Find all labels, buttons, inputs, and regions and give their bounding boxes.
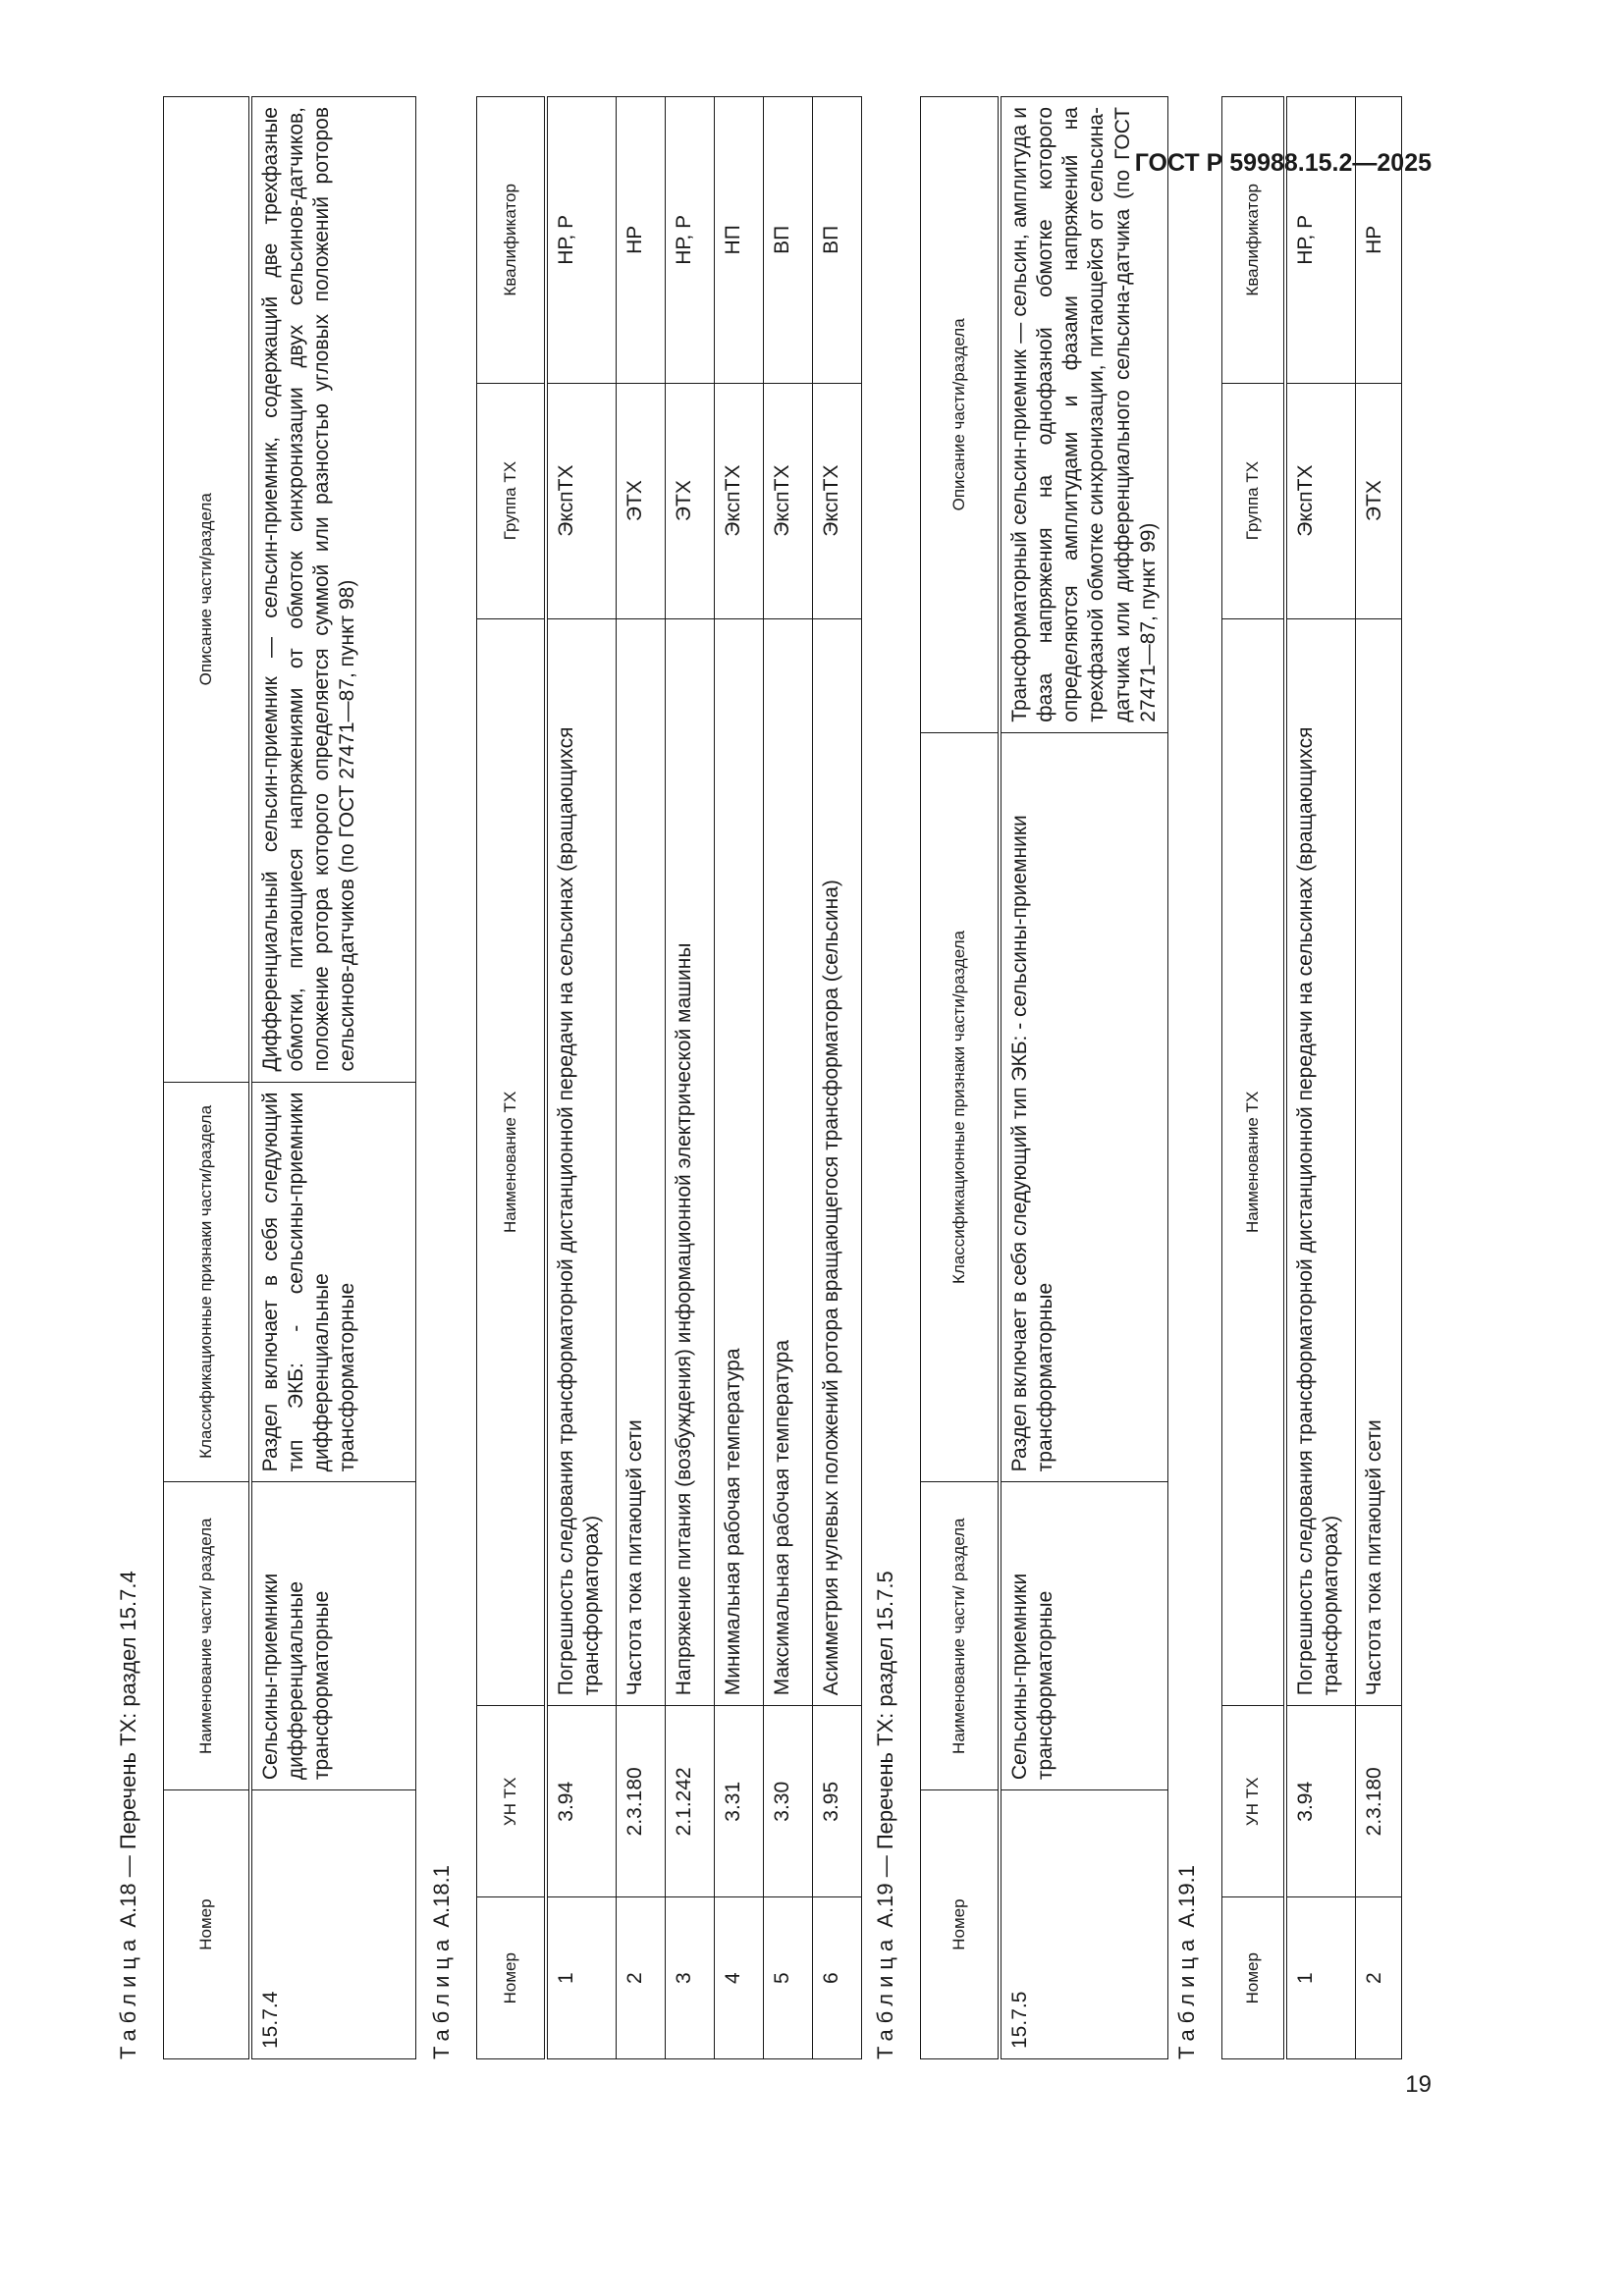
header-group: Группа ТХ [477,383,546,618]
cell-code: 3.31 [715,1706,764,1897]
cell-name: Напряжение питания (возбуждения) информационной электрической машины [666,618,715,1706]
header-number: Номер [921,1790,1000,2059]
table-row [1285,97,1356,2059]
cell-group: ЭкспТХ [1285,383,1356,618]
header-description: Описание части/раздела [164,97,250,1083]
cell-qualifier: ВП [764,97,813,384]
cell-name: Асимметрия нулевых положений ротора вращающегося трансформатора (сельсина) [813,618,862,1706]
table-row [666,97,715,2059]
row-features: Раздел включает в себя следующий тип ЭКБ: - сельсины-приемники дифференциальные трансформаторные [250,1082,416,1482]
cell-code: 2.3.180 [617,1706,666,1897]
cell-code: 3.95 [813,1706,862,1897]
table-a18-1 [476,96,862,2059]
cell-code: 3.94 [1285,1706,1356,1897]
table-a18 [163,96,416,2059]
cell-number: 1 [1285,1897,1356,2059]
table-a18-caption: Таблица А.18 — Перечень ТХ: раздел 15.7.4 [116,1571,140,2059]
cell-qualifier: ВП [813,97,862,384]
header-name: Наименование ТХ [1222,618,1285,1706]
header-name: Наименование ТХ [477,618,546,1706]
cell-name: Частота тока питающей сети [1356,618,1402,1706]
table-a19-1-block [1174,96,1402,2059]
table-row [1356,97,1402,2059]
cell-name: Максимальная рабочая температура [764,618,813,1706]
table-row [1000,97,1168,2059]
cell-name: Частота тока питающей сети [617,618,666,1706]
cell-name: Минимальная рабочая температура [715,618,764,1706]
header-code: УН ТХ [1222,1706,1285,1897]
table-a19-caption: Таблица А.19 — Перечень ТХ: раздел 15.7.5 [873,1571,897,2059]
table-row [813,97,862,2059]
header-number: Номер [1222,1897,1285,2059]
cell-qualifier: НР, Р [1285,97,1356,384]
page-number: 19 [1405,2071,1432,2098]
table-row [546,97,617,2059]
cell-qualifier: НР, Р [546,97,617,384]
cell-qualifier: НП [715,97,764,384]
cell-name: Погрешность следования трансформаторной дистанционной передачи на сельсинах (вращающихся трансформаторах) [1285,618,1356,1706]
row-part-name: Сельсины-приемники трансформаторные [1000,1482,1168,1790]
table-a19-1-caption: Таблица А.19.1 [1174,1865,1199,2059]
cell-group: ЭТХ [666,383,715,618]
cell-number: 4 [715,1897,764,2059]
header-qualifier: Квалификатор [1222,97,1285,384]
cell-code: 3.30 [764,1706,813,1897]
header-qualifier: Квалификатор [477,97,546,384]
table-a19-block [873,96,1168,2059]
row-description: Трансформаторный сельсин-приемник — сельсин, амплитуда и фаза напряжения на однофазной обмотке которого определяются амплитудами и фазами напряжений на трехфазной обмотке синхронизации, питающейся от сельсина-датчика или дифференциального сельсина-датчика (по ГОСТ 27471—87, пункт 99) [1000,97,1168,733]
cell-qualifier: НР [617,97,666,384]
header-features: Классификационные признаки части/раздела [164,1082,250,1482]
header-code: УН ТХ [477,1706,546,1897]
cell-name: Погрешность следования трансформаторной дистанционной передачи на сельсинах (вращающихся трансформаторах) [546,618,617,1706]
cell-group: ЭкспТХ [715,383,764,618]
header-number: Номер [477,1897,546,2059]
cell-number: 2 [1356,1897,1402,2059]
cell-number: 3 [666,1897,715,2059]
table-a19-1 [1221,96,1402,2059]
row-description: Дифференциальный сельсин-приемник — сельсин-приемник, содержащий две трехфазные обмотки, питающиеся напряжениями от обмоток синхронизации двух сельсинов-датчиков, положение ротора которого определяется суммой или разностью угловых положений роторов сельсинов-датчиков (по ГОСТ 27471—87, пункт 98) [250,97,416,1083]
standard-designation: ГОСТ Р 59988.15.2—2025 [1134,149,1432,177]
cell-qualifier: НР, Р [666,97,715,384]
row-number: 15.7.5 [1000,1790,1168,2059]
cell-number: 6 [813,1897,862,2059]
header-part-name: Наименование части/ раздела [921,1482,1000,1790]
table-row [617,97,666,2059]
table-row [715,97,764,2059]
cell-group: ЭТХ [617,383,666,618]
table-row [764,97,813,2059]
cell-number: 5 [764,1897,813,2059]
cell-code: 2.3.180 [1356,1706,1402,1897]
cell-number: 2 [617,1897,666,2059]
row-part-name: Сельсины-приемники дифференциальные трансформаторные [250,1482,416,1790]
cell-group: ЭкспТХ [546,383,617,618]
cell-group: ЭТХ [1356,383,1402,618]
table-row [250,97,416,2059]
row-number: 15.7.4 [250,1790,416,2059]
table-a19 [920,96,1168,2059]
cell-group: ЭкспТХ [813,383,862,618]
header-part-name: Наименование части/ раздела [164,1482,250,1790]
row-features: Раздел включает в себя следующий тип ЭКБ: - сельсины-приемники трансформаторные [1000,732,1168,1482]
header-features: Классификационные признаки части/раздела [921,732,1000,1482]
cell-group: ЭкспТХ [764,383,813,618]
cell-qualifier: НР [1356,97,1402,384]
header-description: Описание части/раздела [921,97,1000,733]
cell-code: 3.94 [546,1706,617,1897]
table-a18-block [116,96,416,2059]
cell-number: 1 [546,1897,617,2059]
header-number: Номер [164,1790,250,2059]
table-a18-1-block [429,96,862,2059]
cell-code: 2.1.242 [666,1706,715,1897]
table-a18-1-caption: Таблица А.18.1 [429,1865,454,2059]
header-group: Группа ТХ [1222,383,1285,618]
